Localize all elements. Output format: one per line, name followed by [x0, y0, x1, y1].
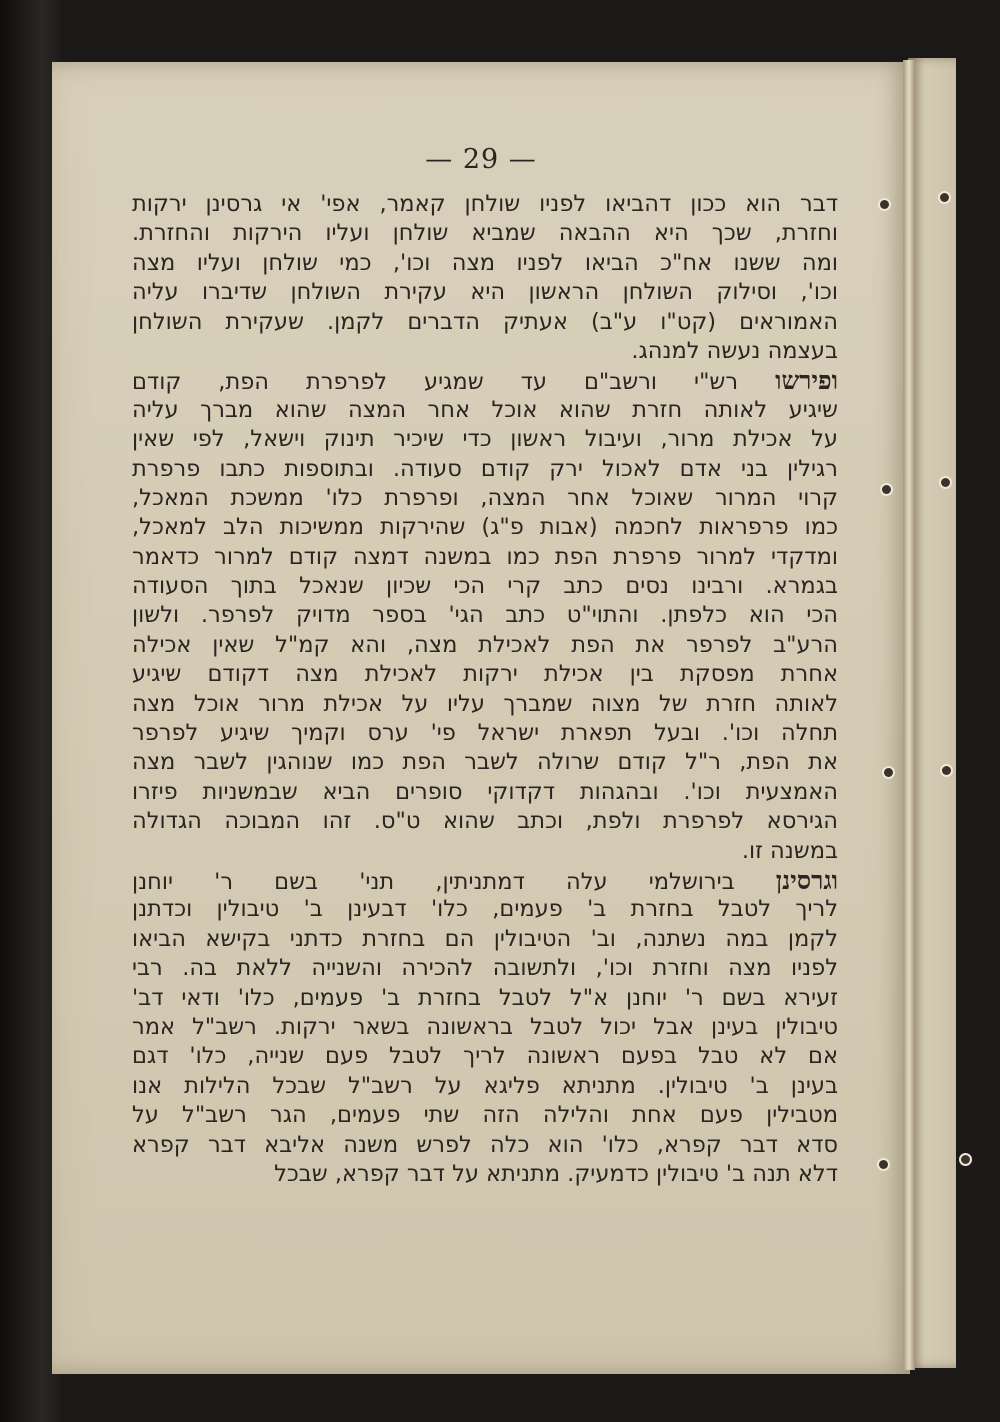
- binding-hole-icon: [940, 193, 949, 202]
- text-line: [132, 249, 838, 278]
- book-cover-left: [0, 0, 60, 1422]
- text-line-content: דבר הוא ככון דהביאו לפניו שולחן קאמר, אפי' אי גרסינן ירקות: [132, 191, 838, 217]
- text-line-content: טיבולין בעינן אבל יכול לטבל בראשונה בשאר ירקות. רשב"ל אמר: [132, 1013, 838, 1040]
- text-line-content: זעירא בשם ר' יוחנן א"ל לטבל בחזרת ב' פעמים, כלו' ודאי דב': [132, 984, 838, 1011]
- text-line: [132, 807, 838, 836]
- text-line: [132, 190, 838, 219]
- text-line: [132, 337, 838, 366]
- text-line: [132, 278, 838, 307]
- text-line: [132, 1131, 838, 1160]
- text-line: [132, 1072, 838, 1101]
- text-line: [132, 954, 838, 983]
- text-line: [132, 690, 838, 719]
- text-line: [132, 219, 838, 248]
- text-line: [132, 543, 838, 572]
- book-cover-right: [956, 0, 1000, 1422]
- text-line-content: הכי הוא כלפתן. והתוי"ט כתב הגי' בספר מדויק לפרפר. ולשון: [132, 602, 838, 629]
- text-line-content: ומדקדי למרור פרפרת הפת כמו במשנה דמצה קודם למרור כדאמר: [132, 543, 838, 570]
- text-line-content: לריך לטבל בחזרת ב' פעמים, כלו' דבעינן ב' טיבולין וכדתנן: [132, 896, 838, 923]
- text-line: [132, 895, 838, 924]
- text-line: [132, 984, 838, 1013]
- page-gutter: [903, 60, 915, 1370]
- text-line: [132, 719, 838, 748]
- text-line-content: דלא תנה ב' טיבולין כדמעיק. מתניתא על דבר קפרא, שבכל: [274, 1160, 838, 1187]
- binding-hole-icon: [941, 478, 950, 487]
- text-line-content: אם לא טבל בפעם ראשונה לריך לטבל פעם שנייה, כלו' דגם: [132, 1043, 838, 1070]
- text-line-content: לפניו מצה וחזרת וכו', ולתשובה להכירה והשנייה ללאת בה. רבי: [132, 955, 838, 982]
- text-line-content: בגמרא. ורבינו נסים כתב קרי הכי שכיון שנאכל בתוך הסעודה: [132, 573, 838, 600]
- text-line-content: וחזרת, שכך היא ההבאה שמביא שולחן ועליו הירקות והחזרת.: [132, 220, 838, 247]
- text-line: [132, 660, 838, 689]
- text-line: [132, 601, 838, 630]
- text-line: [132, 778, 838, 807]
- binding-hole-icon: [961, 1155, 970, 1164]
- paragraph-lead-word: ופירשו: [775, 366, 838, 396]
- text-line-content: ומה ששנו אח"כ הביאו לפניו מצה וכו', כמי שולחן ועליו מצה: [132, 249, 838, 276]
- text-line: [132, 513, 838, 542]
- text-line: [132, 1101, 838, 1130]
- binding-hole-icon: [942, 766, 951, 775]
- text-line-content: בעצמה נעשה למנהג.: [631, 337, 838, 364]
- text-line: [132, 1013, 838, 1042]
- page-text: [132, 190, 838, 1189]
- text-line-content: מטבילין פעם אחת והלילה הזה שתי פעמים, הגר רשב"ל על: [132, 1102, 838, 1129]
- text-line-content: רגילין בני אדם לאכול ירק קודם סעודה. ובתוספות כתבו פרפרת: [132, 455, 838, 482]
- text-line: [132, 396, 838, 425]
- page-number: — 29 —: [425, 144, 537, 175]
- text-line: [132, 1042, 838, 1071]
- text-line: [132, 572, 838, 601]
- binding-hole-icon: [879, 1160, 888, 1169]
- text-line: [132, 1160, 838, 1189]
- text-line: [132, 308, 838, 337]
- paragraph-lead-word: וגרסינן: [775, 865, 838, 895]
- text-line-content: על אכילת מרור, ועיבול ראשון כדי שיכיר תינוק וישאל, לפי שאין: [132, 426, 838, 453]
- text-line-content: תחלה וכו'. ובעל תפארת ישראל פי' ערס וקמיך שיגיע לפרפר: [132, 720, 838, 747]
- text-line-content: סדא דבר קפרא, כלו' הוא כלה לפרש משנה אליבא דבר קפרא: [132, 1131, 838, 1158]
- text-line-content: שיגיע לאותה חזרת שהוא אוכל אחר המצה שהוא מברך עליה: [132, 396, 838, 423]
- text-line: [132, 866, 838, 895]
- text-line: [132, 748, 838, 777]
- text-line: [132, 631, 838, 660]
- binding-hole-icon: [880, 200, 889, 209]
- text-line-content: בירושלמי עלה דמתניתין, תני' בשם ר' יוחנן: [132, 868, 735, 895]
- text-line-content: וכו', וסילוק השולחן הראשון היא עקירת השולחן שדיברו עליה: [132, 279, 838, 306]
- text-line: [132, 925, 838, 954]
- text-line: [132, 425, 838, 454]
- text-line-content: האמוראים (קט"ו ע"ב) אעתיק הדברים לקמן. שעקירת השולחן: [132, 308, 838, 335]
- book-page: [52, 62, 910, 1374]
- text-line: [132, 455, 838, 484]
- text-line-content: בעינן ב' טיבולין. מתניתא פליגא על רשב"ל שבכל הלילות אנו: [132, 1072, 838, 1099]
- text-line-content: הגירסא לפרפרת ולפת, וכתב שהוא ט"ס. זהו המבוכה הגדולה: [132, 808, 838, 835]
- text-line-content: במשנה זו.: [741, 837, 838, 864]
- binding-hole-icon: [884, 768, 893, 777]
- text-line-content: קרוי המרור שאוכל אחר המצה, ופרפרת כלו' ממשכת המאכל,: [132, 484, 838, 511]
- text-line-content: לאותה חזרת של מצוה שמברך עליו על אכילת מרור אוכל מצה: [132, 690, 838, 717]
- text-line-content: הרע"ב לפרפר את הפת לאכילת מצה, והא קמ"ל שאין אכילה: [132, 631, 838, 658]
- binding-hole-icon: [882, 485, 891, 494]
- text-line-content: את הפת, ר"ל קודם שרולה לשבר הפת כמו שנוהגין לשבר מצה: [132, 749, 838, 776]
- text-line: [132, 837, 838, 866]
- text-line: [132, 366, 838, 395]
- text-line-content: רש"י ורשב"ם עד שמגיע לפרפרת הפת, קודם: [132, 369, 739, 396]
- text-line-content: אחרת מפסקת בין אכילת ירקות לאכילת מצה דקודם שיגיע: [132, 661, 838, 688]
- text-line-content: לקמן במה נשתנה, וב' הטיבולין הם בחזרת כדתני בקישא הביאו: [132, 925, 838, 952]
- facing-page-edge: [908, 58, 956, 1368]
- text-line: [132, 484, 838, 513]
- text-line-content: כמו פרפראות לחכמה (אבות פ"ג) שהירקות ממשיכות הלב למאכל,: [132, 514, 838, 541]
- text-line-content: האמצעית וכו'. ובהגהות דקדוקי סופרים הביא שבמשניות פיזרו: [132, 778, 838, 805]
